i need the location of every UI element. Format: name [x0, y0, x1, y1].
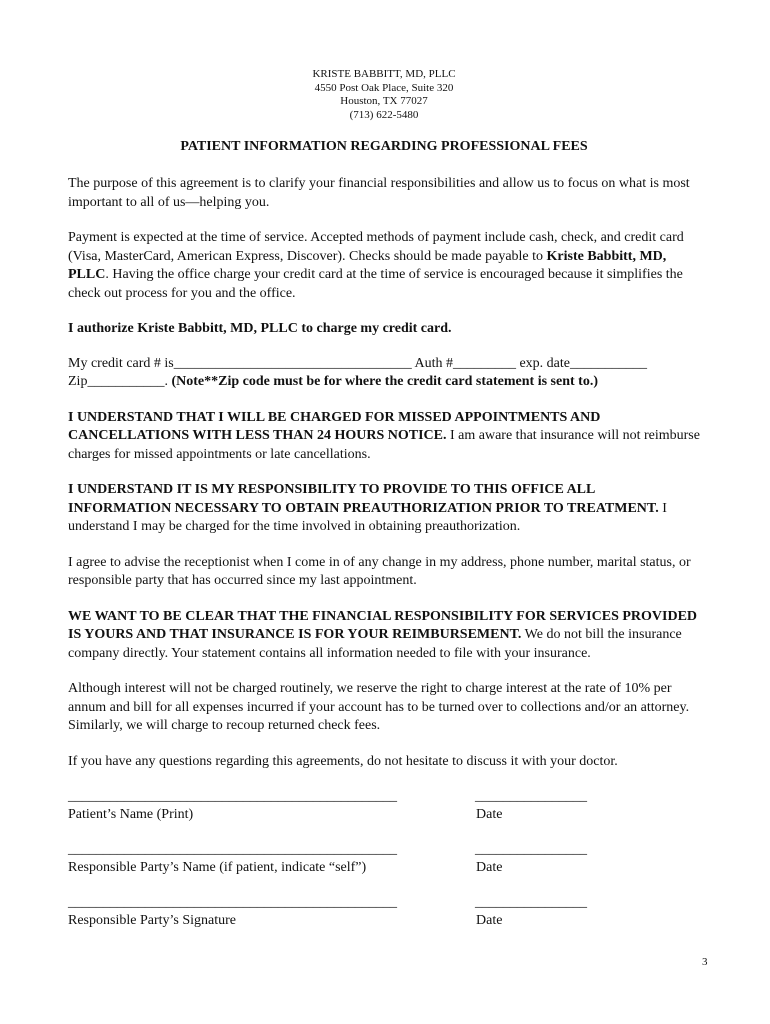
zip-field: Zip___________. — [68, 374, 172, 389]
letterhead — [68, 68, 700, 122]
responsible-name-signature-block — [68, 841, 700, 894]
responsible-signature-line[interactable]: _______________________________________________ — [68, 895, 397, 910]
financial-responsibility-paragraph — [68, 608, 700, 664]
patient-name-signature-block — [68, 788, 700, 841]
advise-paragraph: I agree to advise the receptionist when I come in of any change in my address, phone number, marital status, or responsible party that has occurred since my last appointment. — [68, 554, 691, 588]
address-line-1: 4550 Post Oak Place, Suite 320 — [314, 81, 454, 94]
phone-number: (713) 622-5480 — [349, 108, 419, 121]
responsible-signature-block — [68, 894, 700, 947]
payment-text-after: . Having the office charge your credit card at the time of service is encouraged because it simplifies the check out process for you and the office. — [68, 267, 683, 301]
credit-card-paragraph — [68, 355, 700, 392]
payment-paragraph — [68, 229, 700, 303]
responsible-name-date-label: Date — [476, 860, 503, 875]
questions-paragraph: If you have any questions regarding this agreements, do not hesitate to discuss it with your doctor. — [68, 753, 618, 769]
financial-responsibility-bold: WE WANT TO BE CLEAR THAT THE FINANCIAL RESPONSIBILITY FOR SERVICES PROVIDED IS YOURS AND THAT INSURANCE IS FOR YOUR REIMBURSEMENT. — [68, 608, 698, 642]
patient-date-label: Date — [476, 807, 503, 822]
credit-card-fields: My credit card # is__________________________________ Auth #_________ exp. date___________ — [68, 355, 648, 371]
authorize-statement — [68, 320, 700, 339]
address-line-2: Houston, TX 77027 — [340, 95, 428, 107]
page-number: 3 — [702, 956, 708, 968]
patient-date-line[interactable]: ________________ — [475, 789, 587, 804]
zip-note: (Note**Zip code must be for where the credit card statement is sent to.) — [171, 374, 598, 389]
patient-name-label: Patient’s Name (Print) — [68, 807, 194, 822]
authorize-text: I authorize Kriste Babbitt, MD, PLLC to charge my credit card. — [68, 321, 452, 336]
responsible-name-label: Responsible Party’s Name (if patient, indicate “self”) — [68, 860, 367, 875]
missed-appointments-bold: I UNDERSTAND THAT I WILL BE CHARGED FOR MISSED APPOINTMENTS AND CANCELLATIONS WITH LESS THAN 24 HOURS NOTICE. — [68, 409, 601, 443]
intro-paragraph: The purpose of this agreement is to clarify your financial responsibilities and allow us to focus on what is most important to all of us—helping you. — [68, 176, 690, 210]
patient-name-line[interactable]: _______________________________________________ — [68, 789, 397, 804]
missed-appointments-text: I am aware that insurance will not reimburse charges for missed appointments or late cancellations. — [68, 428, 700, 462]
responsible-name-date-line[interactable]: ________________ — [475, 842, 587, 857]
document-title: PATIENT INFORMATION REGARDING PROFESSIONAL FEES — [180, 139, 588, 154]
missed-appointments-paragraph — [68, 409, 700, 465]
responsible-signature-date-line[interactable]: ________________ — [475, 895, 587, 910]
responsible-signature-date-label: Date — [476, 913, 503, 928]
interest-paragraph: Although interest will not be charged routinely, we reserve the right to charge interest at the rate of 10% per annum and bill for all expenses incurred if your account has to be turned over to collections and/or an attorney. Similarly, we will charge to recoup returned check fees. — [68, 681, 690, 733]
financial-responsibility-text: We do not bill the insurance company directly. Your statement contains all information needed to file with your insurance. — [68, 627, 682, 661]
responsible-signature-label: Responsible Party’s Signature — [68, 913, 236, 928]
practice-name: KRISTE BABBITT, MD, PLLC — [312, 68, 456, 80]
preauthorization-paragraph — [68, 481, 700, 537]
preauthorization-text: I understand I may be charged for the time involved in obtaining preauthorization. — [68, 500, 667, 534]
responsible-name-line[interactable]: _______________________________________________ — [68, 842, 397, 857]
payment-payee: Kriste Babbitt, MD, PLLC — [68, 248, 667, 282]
payment-text-before: Payment is expected at the time of service. Accepted methods of payment include cash, check, and credit card (Visa, MasterCard, American Express, Discover). Checks should be made payable to — [68, 230, 684, 264]
document-page — [68, 68, 700, 947]
preauthorization-bold: I UNDERSTAND IT IS MY RESPONSIBILITY TO PROVIDE TO THIS OFFICE ALL INFORMATION NECESSARY TO OBTAIN PREAUTHORIZATION PRIOR TO TREATMENT. — [68, 482, 659, 516]
